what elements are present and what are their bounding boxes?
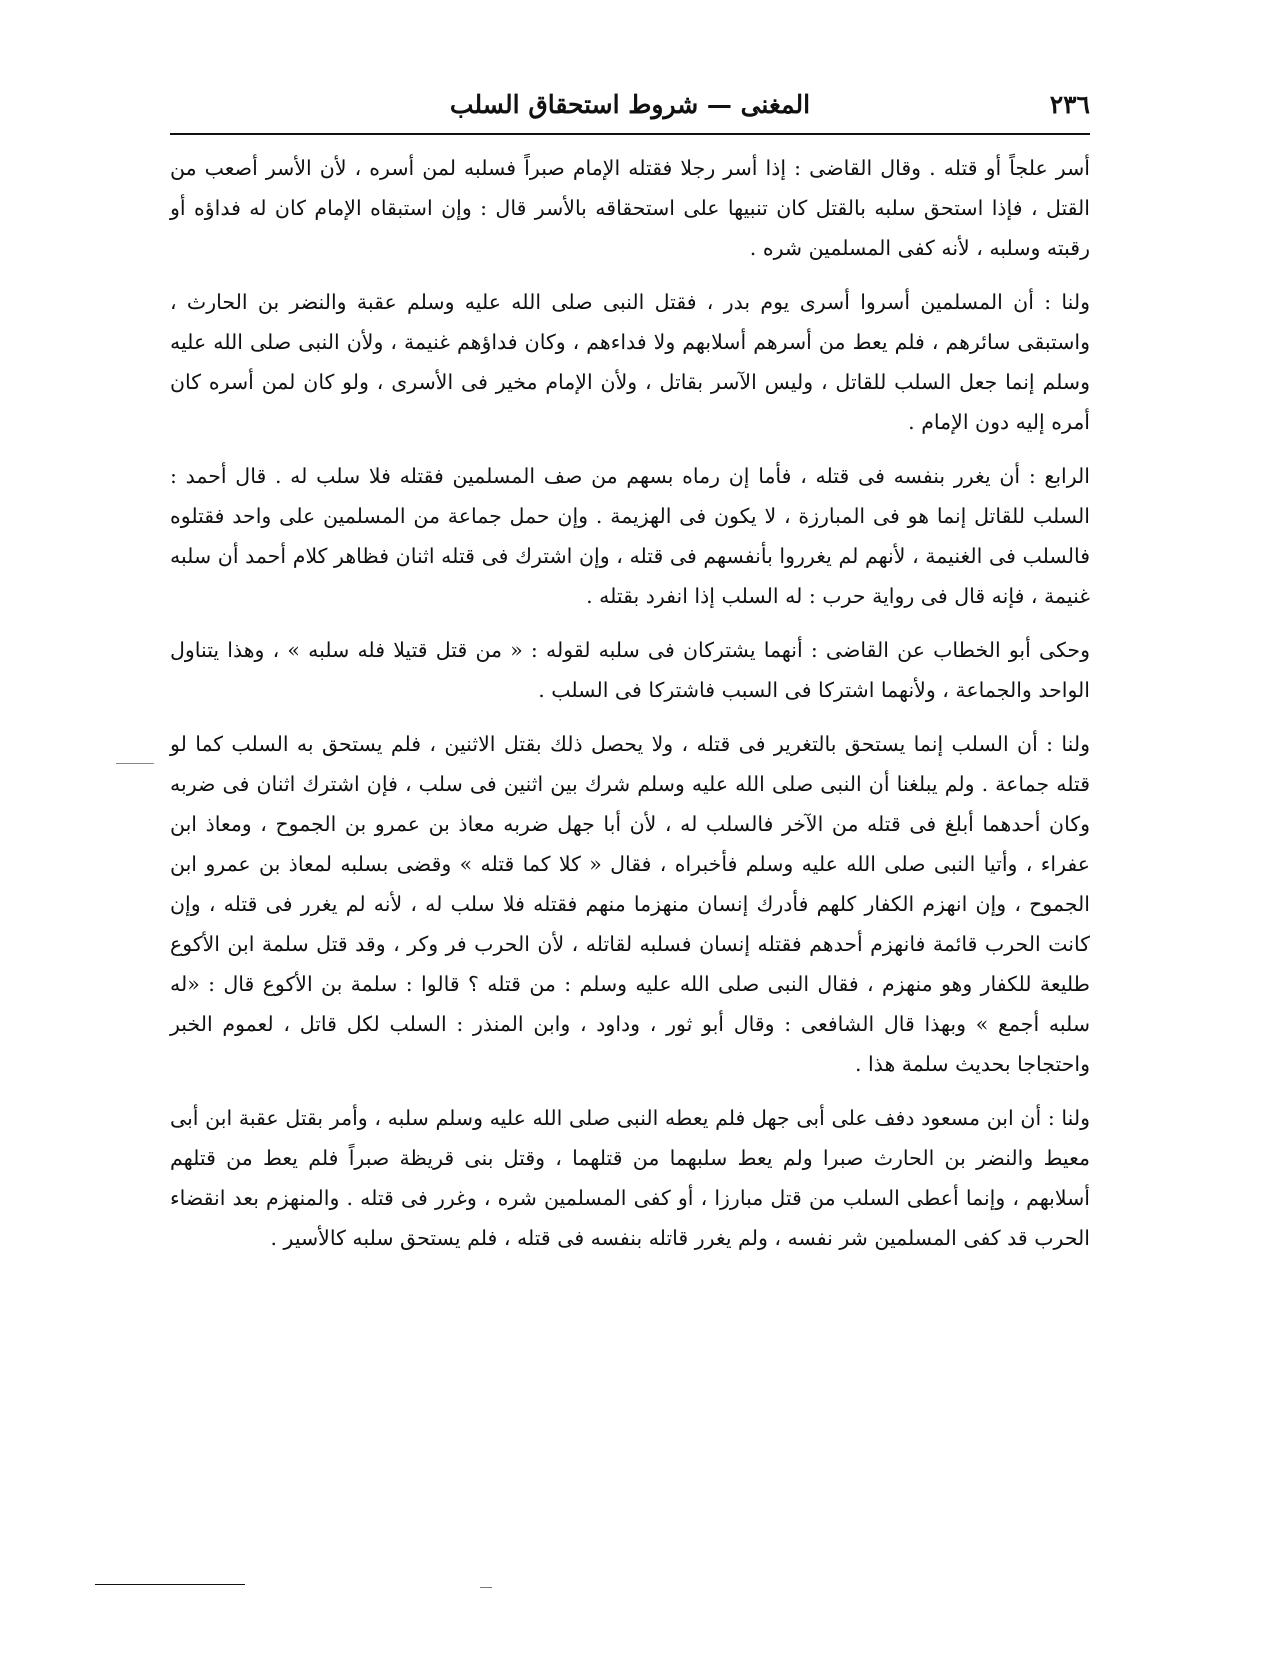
margin-mark	[116, 763, 154, 764]
running-title: المغنى — شروط استحقاق السلب	[449, 90, 811, 119]
page-number: ٢٣٦	[1049, 90, 1090, 119]
paragraph-3: الرابع : أن يغرر بنفسه فى قتله ، فأما إن رماه بسهم من صف المسلمين فقتله فلا سلب له . قال أحمد : السلب للقاتل إنما هو فى المبارزة ، لا يكون فى الهزيمة . وإن حمل جماعة من المسلمين على واحد فقتلوه فالسلب فى الغنيمة ، لأنهم لم يغرروا بأنفسهم فى قتله ، وإن اشترك فى قتله اثنان فظاهر كلام أحمد أن سلبه غنيمة ، فإنه قال فى رواية حرب : له السلب إذا انفرد بقتله .	[170, 464, 1090, 608]
paragraph-5: ولنا : أن السلب إنما يستحق بالتغرير فى قتله ، ولا يحصل ذلك بقتل الاثنين ، فلم يستحق به السلب كما لو قتله جماعة . ولم يبلغنا أن النبى صلى الله عليه وسلم شرك بين اثنين فى سلب ، فإن اشترك اثنان فى ضربه وكان أحدهما أبلغ فى قتله من الآخر فالسلب له ، لأن أبا جهل ضربه معاذ بن عمرو بن الجموح ، ومعاذ ابن عفراء ، وأتيا النبى صلى الله عليه وسلم فأخبراه ، فقال « كلا كما قتله » وقضى بسلبه لمعاذ بن عمرو ابن الجموح ، وإن انهزم الكفار كلهم فأدرك إنسان منهزما منهم فقتله فلا سلب له ، لأنه لم يغرر فى قتله ، وإن كانت الحرب قائمة فانهزم أحدهم فقتله إنسان فسلبه لقاتله ، لأن الحرب فر وكر ، وقد قتل سلمة ابن الأكوع طليعة للكفار وهو منهزم ، فقال النبى صلى الله عليه وسلم : من قتله ؟ قالوا : سلمة بن الأكوع قال : «له سلبه أجمع » وبهذا قال الشافعى : وقال أبو ثور ، وداود ، وابن المنذر : السلب لكل قاتل ، لعموم الخبر واحتجاجا بحديث سلمة هذا .	[170, 732, 1090, 1076]
footnote-rule	[95, 1584, 245, 1585]
paragraph-2: ولنا : أن المسلمين أسروا أسرى يوم بدر ، فقتل النبى صلى الله عليه وسلم عقبة والنضر بن الحارث ، واستبقى سائرهم ، فلم يعط من أسرهم أسلابهم ولا فداءهم ، وكان فداؤهم غنيمة ، ولأن النبى صلى الله عليه وسلم إنما جعل السلب للقاتل ، وليس الآسر بقاتل ، ولأن الإمام مخير فى الأسرى ، ولو كان لمن أسره كان أمره إليه دون الإمام .	[170, 290, 1090, 434]
bottom-mark	[480, 1587, 492, 1588]
paragraph-1: أسر علجاً أو قتله . وقال القاضى : إذا أسر رجلا فقتله الإمام صبراً فسلبه لمن أسره ، لأن الأسر أصعب من القتل ، فإذا استحق سلبه بالقتل كان تنبيها على استحقاقه بالأسر قال : وإن استبقاه الإمام كان له فداؤه أو رقبته وسلبه ، لأنه كفى المسلمين شره .	[170, 156, 1090, 260]
paragraph-4: وحكى أبو الخطاب عن القاضى : أنهما يشتركان فى سلبه لقوله : « من قتل قتيلا فله سلبه » ، وهذا يتناول الواحد والجماعة ، ولأنهما اشتركا فى السبب فاشتركا فى السلب .	[170, 638, 1090, 702]
body-text	[170, 148, 1090, 1272]
header-rule	[170, 133, 1090, 135]
paragraph-6: ولنا : أن ابن مسعود دفف على أبى جهل فلم يعطه النبى صلى الله عليه وسلم سلبه ، وأمر بقتل عقبة ابن أبى معيط والنضر بن الحارث صبرا ولم يعط سلبهما من قتلهما ، وقتل بنى قريظة صبراً فلم يعط من قتلهم أسلابهم ، وإنما أعطى السلب من قتل مبارزا ، أو كفى المسلمين شره ، وغرر فى قتله . والمنهزم بعد انقضاء الحرب قد كفى المسلمين شر نفسه ، ولم يغرر قاتله بنفسه فى قتله ، فلم يستحق سلبه كالأسير .	[170, 1106, 1090, 1250]
page-header	[170, 84, 1090, 126]
